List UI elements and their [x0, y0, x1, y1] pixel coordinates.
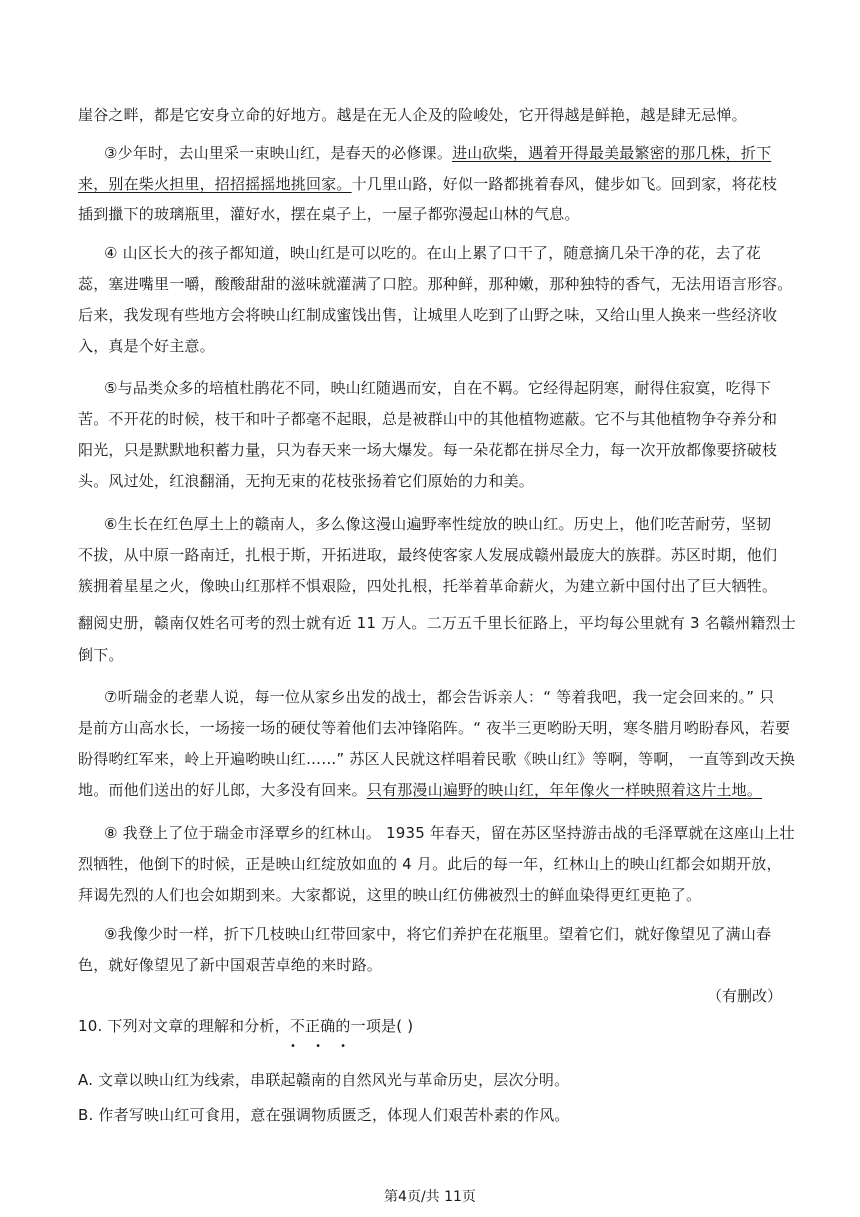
paragraph-line: 翻阅史册，赣南仅姓名可考的烈士就有近 11 万人。二万五千里长征路上，平均每公里就有 3 名赣州籍烈士	[78, 614, 796, 632]
paragraph-3-line-2	[78, 174, 777, 194]
paragraph-3-line-1	[104, 143, 771, 163]
paragraph-line: 后来，我发现有些地方会将映山红制成蜜饯出售，让城里人吃到了山野之味，又给山里人换来一些经济收	[78, 306, 778, 324]
paragraph-line: ④ 山区长大的孩子都知道，映山红是可以吃的。在山上累了口干了，随意摘几朵干净的花，去了花	[104, 244, 762, 262]
emphasis-dots: • • •	[290, 1041, 355, 1052]
paragraph-line: 崖谷之畔，都是它安身立命的好地方。越是在无人企及的险峻处，它开得越是鲜艳，越是肆无忌惮。	[78, 106, 747, 124]
text-run: 十几里山路，好似一路都挑着春风，健步如飞。回到家，将花枝	[351, 175, 778, 193]
source-note: （有删改）	[706, 987, 782, 1005]
paragraph-line: 苦。不开花的时候，枝干和叶子都毫不起眼，总是被群山中的其他植物遮蔽。它不与其他植物争夺养分和	[78, 410, 778, 428]
paragraph-line: 头。风过处，红浪翻涌，无拘无束的花枝张扬着它们原始的力和美。	[78, 472, 535, 490]
underlined-text: 只有那漫山遍野的映山红，年年像火一样映照着这片土地。	[366, 781, 763, 799]
underlined-text: 来，别在柴火担里，招招摇摇地挑回家。	[78, 175, 352, 193]
paragraph-7-line-4	[78, 780, 762, 800]
paragraph-line: ⑥生长在红色厚土上的赣南人，多么像这漫山遍野率性绽放的映山红。历史上，他们吃苦耐劳，坚韧	[104, 515, 772, 533]
paragraph-line: 入，真是个好主意。	[78, 337, 215, 355]
paragraph-line: ⑨我像少时一样，折下几枝映山红带回家中，将它们养护在花瓶里。望着它们，就好像望见了满山春	[104, 925, 772, 943]
option-a: A. 文章以映山红为线索，串联起赣南的自然风光与革命历史，层次分明。	[78, 1071, 570, 1089]
page-footer: 第4页/共 11页	[384, 1189, 476, 1205]
paragraph-line: ⑦听瑞金的老辈人说，每一位从家乡出发的战士，都会告诉亲人：“ 等着我吧，我一定会回来的。” 只	[104, 688, 775, 706]
paragraph-line: 插到擸下的玻璃瓶里，灌好水，摆在桌子上，一屋子都弥漫起山林的气息。	[78, 205, 580, 223]
paragraph-line: ⑤与品类众多的培植杜鹃花不同，映山红随遇而安，自在不羁。它经得起阴寒，耐得住寂寞，吃得下	[104, 379, 772, 397]
paragraph-line: 不拔，从中原一路南迁，扎根于斯，开拓进取，最终使客家人发展成赣州最庞大的族群。苏区时期，他们	[78, 546, 778, 564]
paragraph-line: 蕊，塞进嘴里一嚼，酸酸甜甜的滋味就灌满了口腔。那种鲜，那种嫩，那种独特的香气，无法用语言形容。	[78, 275, 793, 293]
paragraph-line: 倒下。	[78, 646, 124, 664]
paragraph-line: 阳光，只是默默地积蓄力量，只为春天来一场大爆发。每一朵花都在拼尽全力，每一次开放都像要挤破枝	[78, 441, 778, 459]
paragraph-line: ⑧ 我登上了位于瑞金市泽覃乡的红林山。 1935 年春天，留在苏区坚持游击战的毛泽覃就在这座山上壮	[104, 824, 795, 842]
option-b: B. 作者写映山红可食用，意在强调物质匮乏，体现人们艰苦朴素的作风。	[78, 1106, 570, 1124]
paragraph-line: 色，就好像望见了新中国艰苦卓绝的来时路。	[78, 956, 383, 974]
paragraph-line: 拜谒先烈的人们也会如期到来。大家都说，这里的映山红仿佛被烈士的鲜血染得更红更艳了。	[78, 886, 702, 904]
paragraph-line: 簇拥着星星之火，像映山红那样不惧艰险，四处扎根，托举着革命薪火，为建立新中国付出了巨大牺牲。	[78, 577, 778, 595]
underlined-text: 进山砍柴，遇着开得最美最繁密的那几株，折下	[452, 144, 772, 162]
paragraph-line: 盼得哟红军来，岭上开遍哟映山红……” 苏区人民就这样唱着民歌《映山红》等啊，等啊， 一直等到改天换	[78, 750, 796, 768]
paragraph-line: 烈牺牲，他倒下的时候，正是映山红绽放如血的 4 月。此后的每一年，红林山上的映山红都会如期开放，	[78, 855, 782, 873]
paragraph-line: 是前方山高水长，一场接一场的硬仗等着他们去冲锋陷阵。“ 夜半三更哟盼天明，寒冬腊月哟盼春风，若要	[78, 719, 791, 737]
text-run: 地。而他们送出的好儿郎，大多没有回来。	[78, 781, 367, 799]
question-stem: 10. 下列对文章的理解和分析，不正确的一项是( )	[78, 1017, 414, 1035]
text-run: ③少年时，去山里采一束映山红，是春天的必修课。	[104, 144, 453, 162]
